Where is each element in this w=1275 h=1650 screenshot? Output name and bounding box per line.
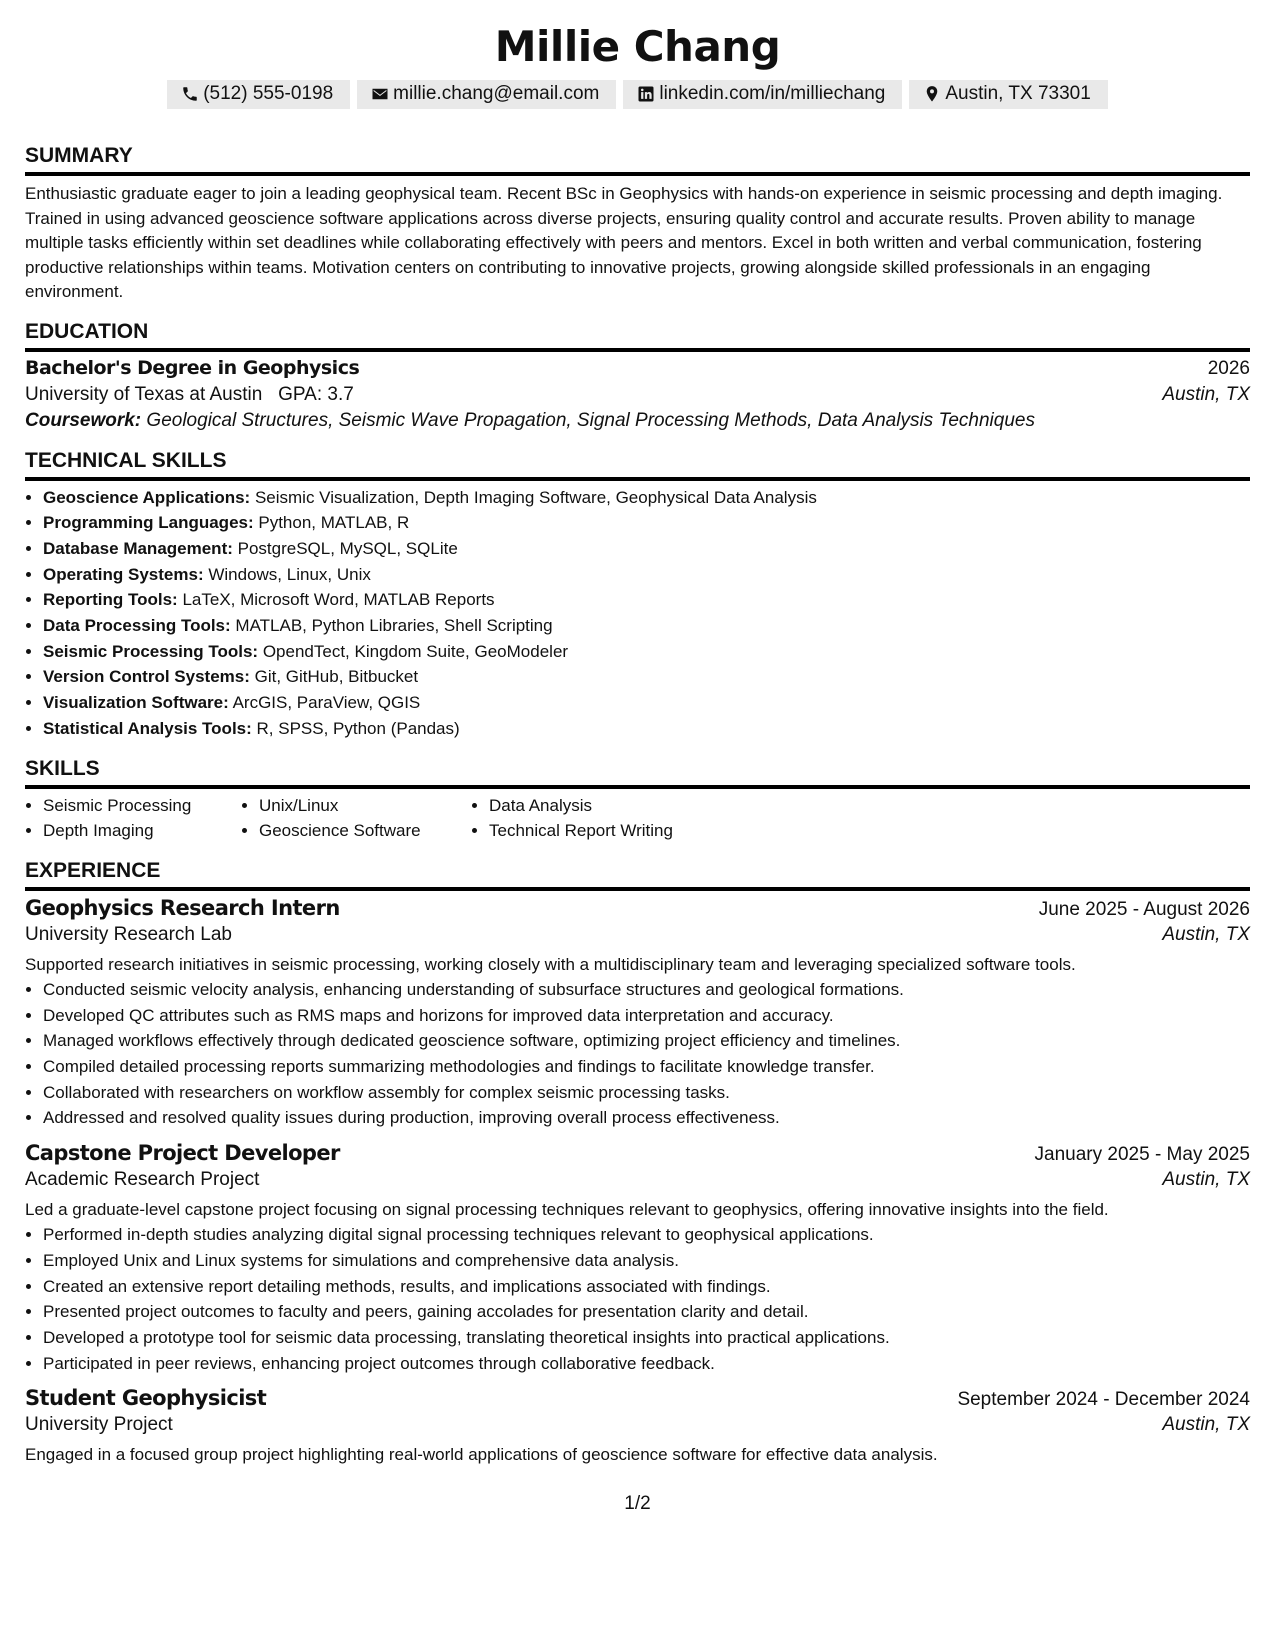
list-item: • Developed QC attributes such as RMS maps and horizons for improved data interpretation and accuracy. bbox=[43, 1003, 1250, 1029]
skill-label: Programming Languages: bbox=[43, 513, 254, 533]
contact-linkedin-text: linkedin.com/in/milliechang bbox=[659, 83, 886, 104]
gpa: GPA: 3.7 bbox=[278, 383, 354, 405]
job-organization: University Project bbox=[25, 1414, 173, 1436]
list-item bbox=[43, 690, 1250, 716]
skill-label: Statistical Analysis Tools: bbox=[43, 718, 252, 738]
contact-location-text: Austin, TX 73301 bbox=[945, 83, 1091, 104]
list-item: • Conducted seismic velocity analysis, enhancing understanding of subsurface structures and geological formations. bbox=[43, 977, 1250, 1003]
resume-page bbox=[25, 22, 1250, 1467]
map-pin-icon bbox=[923, 85, 941, 103]
list-item: • Employed Unix and Linux systems for simulations and comprehensive data analysis. bbox=[43, 1248, 1250, 1274]
school-name: University of Texas at Austin bbox=[25, 383, 263, 405]
contact-bar bbox=[25, 80, 1250, 109]
skill-value: ArcGIS, ParaView, QGIS bbox=[232, 693, 421, 713]
list-item bbox=[43, 664, 1250, 690]
list-item: • Technical Report Writing bbox=[489, 818, 673, 844]
list-item: • Managed workflows effectively through dedicated geoscience software, optimizing project efficiency and timelines. bbox=[43, 1028, 1250, 1054]
skill-value: LaTeX, Microsoft Word, MATLAB Reports bbox=[182, 590, 495, 610]
job-org-row bbox=[25, 1169, 1250, 1191]
experience-section bbox=[25, 858, 1250, 1467]
skills-column bbox=[241, 793, 471, 844]
job-dates: June 2025 - August 2026 bbox=[1038, 898, 1250, 920]
list-item: • Compiled detailed processing reports summarizing methodologies and findings to facilitate knowledge transfer. bbox=[43, 1054, 1250, 1080]
list-item bbox=[43, 510, 1250, 536]
list-item: • Seismic Processing bbox=[43, 793, 241, 819]
skill-label: Geoscience Applications: bbox=[43, 487, 251, 507]
education-section bbox=[25, 319, 1250, 432]
skill-value: Git, GitHub, Bitbucket bbox=[254, 667, 419, 687]
coursework-list: Geological Structures, Seismic Wave Propagation, Signal Processing Methods, Data Analysis Techniques bbox=[146, 409, 1035, 431]
education-header-row bbox=[25, 357, 1250, 380]
summary-heading: SUMMARY bbox=[25, 143, 1250, 176]
skill-value: PostgreSQL, MySQL, SQLite bbox=[237, 538, 458, 558]
job-org-row bbox=[25, 924, 1250, 946]
job-location: Austin, TX bbox=[1162, 1414, 1250, 1436]
experience-heading: EXPERIENCE bbox=[25, 858, 1250, 891]
skills-heading: SKILLS bbox=[25, 756, 1250, 789]
job-organization: University Research Lab bbox=[25, 923, 232, 945]
job-organization: Academic Research Project bbox=[25, 1169, 260, 1191]
job-description: Engaged in a focused group project highlighting real-world applications of geoscience software for effective data analysis. bbox=[25, 1445, 938, 1465]
job-entry bbox=[25, 896, 1250, 1131]
list-item: • Depth Imaging bbox=[43, 818, 241, 844]
skill-label: Version Control Systems: bbox=[43, 667, 250, 687]
school-line bbox=[25, 384, 354, 406]
education-heading: EDUCATION bbox=[25, 319, 1250, 352]
skill-label: Reporting Tools: bbox=[43, 590, 178, 610]
job-bullets bbox=[25, 1222, 1250, 1376]
coursework-line bbox=[25, 410, 1250, 432]
list-item bbox=[43, 536, 1250, 562]
job-entry bbox=[25, 1386, 1250, 1467]
technical-skills-heading: TECHNICAL SKILLS bbox=[25, 448, 1250, 481]
skill-value: Windows, Linux, Unix bbox=[208, 564, 371, 584]
page-number: 1/2 bbox=[624, 1493, 651, 1514]
list-item: • Performed in-depth studies analyzing digital signal processing techniques relevant to geophysical applications. bbox=[43, 1222, 1250, 1248]
list-item bbox=[43, 485, 1250, 511]
job-title: Capstone Project Developer bbox=[25, 1141, 340, 1166]
contact-linkedin[interactable] bbox=[623, 80, 902, 109]
skill-value: R, SPSS, Python (Pandas) bbox=[256, 718, 460, 738]
job-description: Supported research initiatives in seismic processing, working closely with a multidisciplinary team and leveraging specialized software tools. bbox=[25, 954, 1076, 974]
list-item: • Data Analysis bbox=[489, 793, 673, 819]
skill-label: Data Processing Tools: bbox=[43, 616, 231, 636]
job-header-row bbox=[25, 1386, 1250, 1411]
graduation-year: 2026 bbox=[1207, 357, 1250, 379]
linkedin-icon bbox=[637, 85, 655, 103]
technical-skills-section bbox=[25, 448, 1250, 742]
job-entry bbox=[25, 1141, 1250, 1376]
list-item bbox=[43, 562, 1250, 588]
list-item bbox=[43, 613, 1250, 639]
degree-title: Bachelor's Degree in Geophysics bbox=[25, 356, 360, 379]
job-location: Austin, TX bbox=[1162, 923, 1250, 945]
list-item: • Created an extensive report detailing methods, results, and implications associated with findings. bbox=[43, 1274, 1250, 1300]
skill-value: Python, MATLAB, R bbox=[258, 513, 410, 533]
contact-phone-text: (512) 555-0198 bbox=[203, 83, 334, 104]
skill-label: Operating Systems: bbox=[43, 564, 204, 584]
list-item: • Presented project outcomes to faculty and peers, gaining accolades for presentation clarity and detail. bbox=[43, 1299, 1250, 1325]
job-location: Austin, TX bbox=[1162, 1169, 1250, 1191]
summary-section bbox=[25, 143, 1250, 305]
job-title: Geophysics Research Intern bbox=[25, 895, 340, 920]
job-org-row bbox=[25, 1414, 1250, 1436]
candidate-name: Millie Chang bbox=[494, 22, 781, 71]
skills-section bbox=[25, 756, 1250, 844]
summary-text: Enthusiastic graduate eager to join a leading geophysical team. Recent BSc in Geophysics with hands-on experience in seismic processing and depth imaging. Trained in using advanced geoscience software applications across diverse projects, ensuring quality control and accurate results. Proven ability to manage multiple tasks efficiently within set deadlines while collaborating effectively with peers and mentors. Excel in both written and verbal communication, fostering productive relationships within teams. Motivation centers on contributing to innovative projects, growing alongside skilled professionals in an engaging environment. bbox=[25, 184, 1223, 301]
job-dates: September 2024 - December 2024 bbox=[957, 1389, 1250, 1411]
job-description: Led a graduate-level capstone project focusing on signal processing techniques relevant to geophysics, offering innovative insights into the field. bbox=[25, 1200, 1109, 1220]
skill-value: MATLAB, Python Libraries, Shell Scripting bbox=[235, 616, 553, 636]
skills-grid bbox=[25, 793, 1250, 844]
envelope-icon bbox=[371, 85, 389, 103]
skill-label: Seismic Processing Tools: bbox=[43, 641, 259, 661]
technical-skills-list bbox=[25, 485, 1250, 742]
list-item: • Addressed and resolved quality issues during production, improving overall process effectiveness. bbox=[43, 1105, 1250, 1131]
job-bullets bbox=[25, 977, 1250, 1131]
education-location: Austin, TX bbox=[1162, 383, 1250, 405]
contact-phone bbox=[167, 80, 350, 109]
coursework-label: Coursework: bbox=[25, 409, 142, 431]
skills-column bbox=[25, 793, 241, 844]
education-school-row bbox=[25, 384, 1250, 406]
list-item: • Unix/Linux bbox=[259, 793, 471, 819]
list-item: • Geoscience Software bbox=[259, 818, 471, 844]
job-header-row bbox=[25, 896, 1250, 921]
skill-value: Seismic Visualization, Depth Imaging Software, Geophysical Data Analysis bbox=[254, 487, 817, 507]
list-item bbox=[43, 716, 1250, 742]
list-item bbox=[43, 639, 1250, 665]
list-item: • Developed a prototype tool for seismic data processing, translating theoretical insights into practical applications. bbox=[43, 1325, 1250, 1351]
job-dates: January 2025 - May 2025 bbox=[1034, 1144, 1250, 1166]
contact-email[interactable] bbox=[357, 80, 616, 109]
contact-email-text: millie.chang@email.com bbox=[393, 83, 600, 104]
skill-label: Database Management: bbox=[43, 538, 233, 558]
job-title: Student Geophysicist bbox=[25, 1386, 267, 1411]
list-item: • Participated in peer reviews, enhancing project outcomes through collaborative feedback. bbox=[43, 1351, 1250, 1377]
skill-value: OpendTect, Kingdom Suite, GeoModeler bbox=[262, 641, 569, 661]
list-item bbox=[43, 587, 1250, 613]
skill-label: Visualization Software: bbox=[43, 693, 229, 713]
job-header-row bbox=[25, 1141, 1250, 1166]
skills-column bbox=[471, 793, 673, 844]
list-item: • Collaborated with researchers on workflow assembly for complex seismic processing tasks. bbox=[43, 1080, 1250, 1106]
contact-location bbox=[909, 80, 1107, 109]
phone-icon bbox=[181, 85, 199, 103]
